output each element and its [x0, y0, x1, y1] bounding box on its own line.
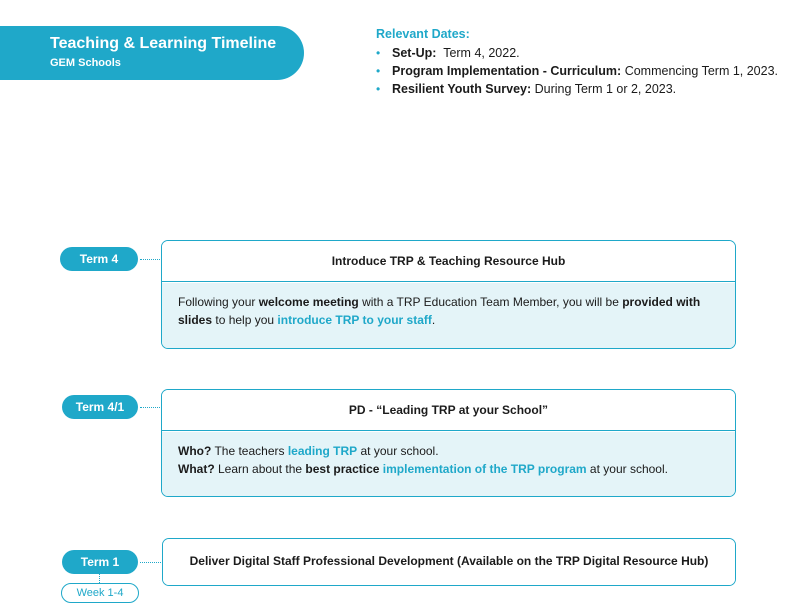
- body-bold: provided with slides: [178, 294, 701, 327]
- list-item: [376, 44, 778, 62]
- list-item: [376, 62, 778, 80]
- body-text: with a TRP Education Team Member, you will be: [358, 294, 623, 309]
- body-text: to help you: [212, 312, 278, 327]
- body-text: .: [431, 312, 436, 327]
- connector-line: [140, 259, 160, 260]
- body-text: at your school.: [586, 461, 668, 476]
- card-title: Deliver Digital Staff Professional Development (Available on the TRP Digital Resource Hub): [163, 539, 735, 585]
- bullet-icon: •: [376, 46, 381, 60]
- body-highlight: leading TRP: [287, 443, 358, 458]
- relevant-dates-heading: Relevant Dates:: [376, 27, 470, 41]
- bullet-icon: •: [376, 82, 381, 96]
- term-badge: Term 1: [62, 550, 138, 574]
- body-text: Following your: [178, 294, 259, 309]
- body-text: at your school.: [357, 443, 439, 458]
- card-body: [162, 432, 735, 497]
- timeline-card-introduce: [161, 240, 736, 349]
- body-highlight: implementation of the TRP program: [382, 461, 587, 476]
- bullet-icon: •: [376, 64, 381, 78]
- relevant-dates: [376, 27, 778, 98]
- date-value: Commencing Term 1, 2023.: [624, 64, 779, 78]
- body-bold: What?: [178, 461, 215, 476]
- page-subtitle: GEM Schools: [50, 57, 121, 69]
- body-highlight: introduce TRP to your staff: [277, 312, 432, 327]
- term-badge: Term 4: [60, 247, 138, 271]
- date-label: Set-Up:: [392, 46, 437, 60]
- timeline-card-pd: [161, 389, 736, 497]
- card-title: PD - “Leading TRP at your School”: [162, 390, 735, 431]
- body-text: Learn about the: [214, 461, 306, 476]
- body-text: The teachers: [211, 443, 288, 458]
- body-bold: Who?: [178, 443, 212, 458]
- body-bold: welcome meeting: [258, 294, 359, 309]
- connector-line: [140, 407, 160, 408]
- card-body: [162, 283, 735, 349]
- connector-line-vertical: [99, 574, 100, 583]
- page-title: Teaching & Learning Timeline: [50, 35, 277, 52]
- date-label: Program Implementation - Curriculum:: [392, 64, 622, 78]
- week-badge: Week 1-4: [61, 583, 139, 603]
- timeline-card-deliver: [162, 538, 736, 586]
- connector-line: [140, 562, 161, 563]
- relevant-dates-list: [376, 44, 778, 98]
- body-bold: best practice: [305, 461, 380, 476]
- term-badge: Term 4/1: [62, 395, 138, 419]
- who-line: [178, 442, 719, 460]
- date-value: Term 4, 2022.: [443, 46, 520, 60]
- what-line: [178, 460, 719, 478]
- date-label: Resilient Youth Survey:: [392, 82, 532, 96]
- card-title: Introduce TRP & Teaching Resource Hub: [162, 241, 735, 282]
- title-banner: [0, 26, 304, 80]
- date-value: During Term 1 or 2, 2023.: [534, 82, 677, 96]
- list-item: [376, 80, 778, 98]
